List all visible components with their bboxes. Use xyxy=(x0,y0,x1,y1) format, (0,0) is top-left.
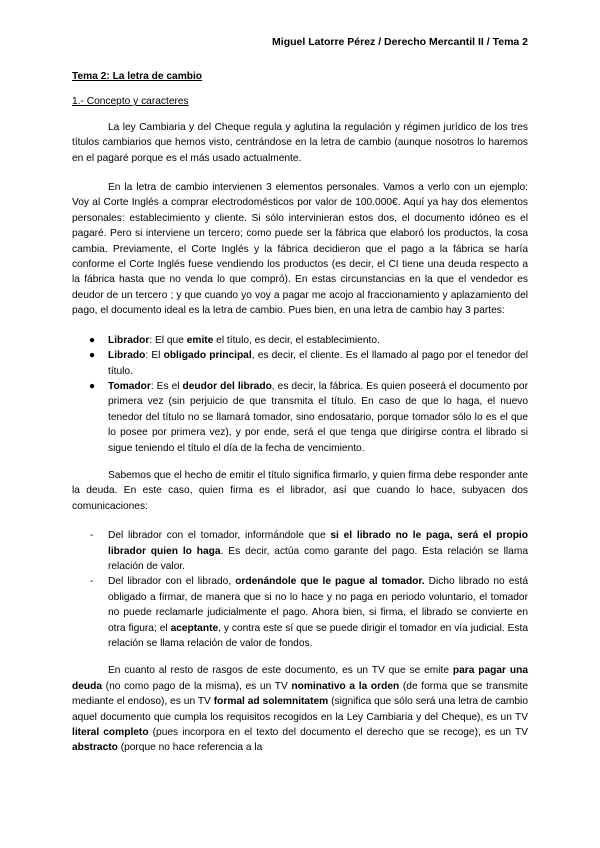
paragraph-rasgos xyxy=(72,663,528,755)
bullet-icon: ● xyxy=(89,350,96,362)
document-title: Tema 2: La letra de cambio xyxy=(72,71,203,82)
emphasis: ordenándole que le pague al tomador. xyxy=(235,576,425,588)
list-item-librado xyxy=(72,348,528,379)
term-librador: Librador xyxy=(108,334,150,346)
emphasis: obligado principal xyxy=(163,350,252,362)
text-span: En cuanto al resto de rasgos de este documento, es un TV que se emite xyxy=(108,665,453,677)
list-item-relacion-fondos xyxy=(72,574,528,651)
text-span: Del librador con el librado, xyxy=(108,576,236,588)
bullet-icon: ● xyxy=(89,334,96,346)
parties-list xyxy=(72,333,528,456)
list-item-relacion-valor xyxy=(72,528,528,574)
text-span: (de forma que se transmite mediante el endoso), es un TV xyxy=(72,680,528,708)
emphasis: si el librado no le paga, será el propio librador quien lo haga xyxy=(108,530,528,557)
text-span: , y contra este sí que se puede dirigir el tomador en vía judicial. Esta relación se llama relación de valor de fondos. xyxy=(108,622,528,649)
text-span: : Es el xyxy=(150,380,183,392)
text-span: Del librador con el tomador, informándole que xyxy=(108,530,331,542)
paragraph-firma: Sabemos que el hecho de emitir el título significa firmarlo, y quien firma debe responder ante la deuda. En este caso, quien firma es el librador, así que cuando lo hace, subyacen dos comunicaciones: xyxy=(72,469,528,512)
text-span: (no como pago de la misma), es un TV xyxy=(102,680,292,692)
text-span: el título, es decir, el establecimiento. xyxy=(213,334,380,346)
text-span: . Es decir, actúa como garante del pago. Esta relación se llama relación de valor. xyxy=(108,545,528,572)
text-span: , es decir, la fábrica. Es quien poseerá el documento por primera vez (sin perjuicio de que transmita el título. En caso de que lo haga, el nuevo tenedor del título no se llamará tomador, sino endosatario, porque tomador sólo lo es el que lo posee por primera vez), y por ende, será el que tenga que dirigirse contra el librado si sigue teniendo el título el día de la fecha de vencimiento. xyxy=(108,380,528,454)
emphasis: para pagar una deuda xyxy=(72,665,528,692)
section-heading: 1.- Concepto y caracteres xyxy=(72,96,189,108)
bullet-icon: ● xyxy=(89,380,96,392)
emphasis: emite xyxy=(186,334,214,346)
paragraph-example: En la letra de cambio intervienen 3 elementos personales. Vamos a verlo con un ejemplo: Voy al Corte Inglés a comprar electrodomésticos por valor de 100.000€. Aquí ya hay dos elementos personales: establecimiento y cliente. Si sólo intervinieran estos dos, el documento idóneo es el pagaré. Pero si interviene un tercero; como puede ser la fábrica que elaboró los productos, la cosa cambia. Previamente, el Corte Inglés y la fábrica decidieron que el pago a la fábrica se haría conforme el Corte Inglés fuese vendiendo los productos (es decir, el CI tiene una deuda respecto a la fábrica hasta que no venda lo que compró). En estas circunstancias en la que el vendedor es deudor de un tercero ; y que cuando yo voy a pagar me acojo al fraccionamiento y aplazamiento del pago, el documento ideal es la letra de cambio. Pues bien, en una letra de cambio hay 3 partes: xyxy=(72,182,528,317)
text-span: , es decir, el cliente. Es el llamado al pago por el tenedor del título. xyxy=(108,350,528,377)
text-span: (significa que sólo será una letra de cambio aquel documento que cumpla los requisitos recogidos en la Ley Cambiaria y del Cheque), es un TV xyxy=(72,696,528,723)
text-span: (porque no hace referencia a la xyxy=(117,742,263,754)
term-aceptante: aceptante xyxy=(170,622,219,634)
emphasis: abstracto xyxy=(72,742,118,754)
page-header: Miguel Latorre Pérez / Derecho Mercantil II / Tema 2 xyxy=(272,36,528,48)
text-span: Dicho librado no está obligado a firmar, de manera que si no lo hace y no paga en periodo voluntario, el tomador no puede reclamarle judicialmente el pago. Ahora bien, si firma, el librado se convierte en otra figura; el xyxy=(108,576,528,634)
emphasis: nominativo a la orden xyxy=(291,680,400,692)
communications-list xyxy=(72,528,528,651)
term-librado: Librado xyxy=(108,350,146,362)
emphasis: formal ad solemnitatem xyxy=(213,696,329,708)
text-span: : El xyxy=(145,350,164,362)
paragraph-intro: La ley Cambiaria y del Cheque regula y aglutina la regulación y régimen jurídico de los tres títulos cambiarios que hemos visto, centrándose en la letra de cambio (aunque nosotros lo haremos en el pagaré porque es el más usado actualmente. xyxy=(72,121,528,164)
term-tomador: Tomador xyxy=(108,380,151,392)
dash-icon: - xyxy=(90,576,94,588)
list-item-librador xyxy=(72,333,528,348)
emphasis: literal completo xyxy=(72,727,149,739)
text-span: : El que xyxy=(149,334,187,346)
dash-icon: - xyxy=(90,530,94,542)
emphasis: deudor del librado xyxy=(182,380,272,392)
list-item-tomador xyxy=(72,379,528,456)
document-body xyxy=(72,69,528,770)
text-span: (pues incorpora en el texto del documento el derecho que se recoge), es un TV xyxy=(148,727,529,739)
